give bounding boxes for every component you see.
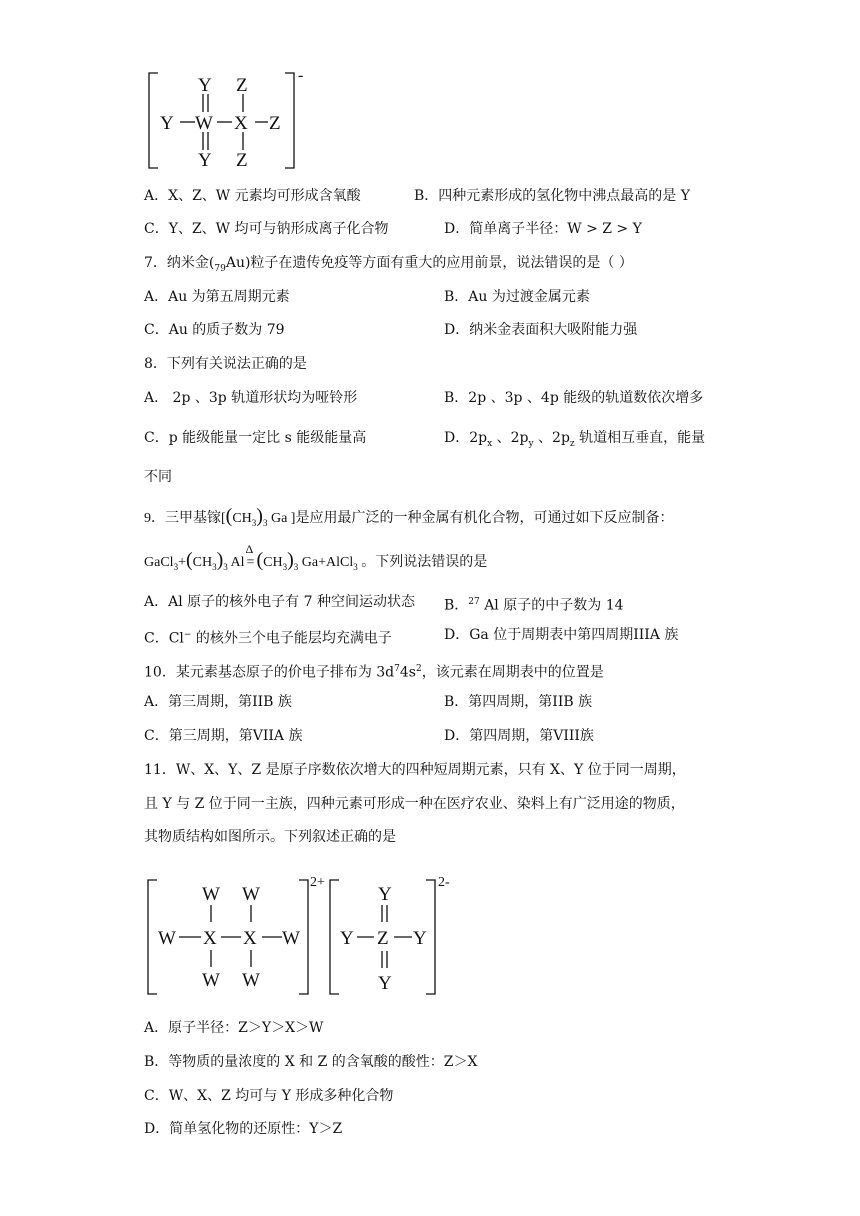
q9-option-c: C．Cl− 的核外三个电子能层均充满电子 (144, 630, 392, 647)
charge-label: - (298, 67, 304, 84)
structure-diagram-1 (0, 60, 860, 240)
q8-option-b: B．2p 、3p 、4p 能级的轨道数依次增多 (444, 390, 704, 406)
atom-z-bottom: Z (236, 150, 248, 171)
atom-z-right: Z (269, 113, 281, 134)
q9-option-a: A．Al 原子的核外电子有 7 种空间运动状态 (144, 594, 415, 610)
q8-option-a: A． 2p 、3p 轨道形状均为哑铃形 (144, 390, 358, 406)
q9-stem: 9．三甲基镓[$(CH_3)_3$ Ga ]是应用最广泛的一种金属有机化合物，可通过如下反应制备： (144, 505, 674, 528)
q9-option-d: D．Ga 位于周期表中第四周期IIIA 族 (444, 627, 679, 643)
q11-option-d: D．简单氢化物的还原性：Y＞Z (144, 1121, 343, 1137)
q8-option-d-continued: 不同 (144, 469, 172, 485)
q10-option-b: B．第四周期，第IIB 族 (444, 694, 593, 710)
anion-y-bottom: Y (378, 973, 392, 994)
cation-charge: 2+ (310, 875, 325, 890)
cation-w-left: W (158, 928, 176, 949)
anion-charge: 2- (438, 875, 450, 890)
atom-x: X (234, 113, 248, 134)
q6-option-a: A．X、Z、W 元素均可形成含氧酸 (144, 188, 361, 204)
q10-option-c: C．第三周期，第VIIA 族 (144, 728, 303, 744)
q8-stem: 8．下列有关说法正确的是 (144, 356, 307, 372)
cation-w-right: W (282, 928, 300, 949)
q7-option-b: B．Au 为过渡金属元素 (444, 289, 590, 305)
atom-z-top: Z (236, 75, 248, 96)
atom-w: W (195, 113, 213, 134)
atom-y-top: Y (198, 75, 212, 96)
q7-option-c: C．Au 的质子数为 79 (144, 322, 285, 338)
q9-option-b: B．$^{27}$ Al 原子的中子数为 14 (444, 597, 624, 614)
q7-stem: 7．纳米金$(_{79}Au)$粒子在遗传免疫等方面有重大的应用前景，说法错误的是（ ） (144, 255, 633, 274)
cation-w-top-2: W (242, 884, 260, 905)
cation-x-1: X (203, 928, 217, 949)
q7-option-a: A．Au 为第五周期元素 (144, 289, 290, 305)
q6-option-c: C．Y、Z、W 均可与钠形成离子化合物 (144, 221, 389, 237)
q11-stem-line1: 11．W、X、Y、Z 是原子序数依次增大的四种短周期元素，只有 X、Y 位于同一周期， (144, 762, 686, 778)
anion-y-top: Y (378, 884, 392, 905)
cation-w-bottom-1: W (202, 970, 220, 991)
anion-y-left: Y (340, 928, 354, 949)
q11-option-b: B．等物质的量浓度的 X 和 Z 的含氧酸的酸性：Z＞X (144, 1054, 478, 1070)
atom-y-left: Y (160, 113, 174, 134)
q8-option-c: C．p 能级能量一定比 s 能级能量高 (144, 430, 367, 446)
q10-option-d: D．第四周期，第VIII族 (444, 728, 594, 744)
atom-y-bottom: Y (198, 150, 212, 171)
cation-w-top-1: W (202, 884, 220, 905)
q11-stem-line2: 且 Y 与 Z 位于同一主族，四种元素可形成一种在医疗农业、染料上有广泛用途的物质， (144, 796, 685, 812)
cation-x-2: X (243, 928, 257, 949)
q11-option-a: A．原子半径：Z＞Y＞X＞W (144, 1020, 324, 1036)
anion-z: Z (377, 928, 389, 949)
q11-stem-line3: 其物质结构如图所示。下列叙述正确的是 (144, 829, 396, 845)
structure-diagram-2 (0, 870, 860, 1000)
q8-option-d: D．$2p_x$ 、$2p_y$ 、$2p_z$ 轨道相互垂直，能量 (444, 430, 706, 449)
anion-y-right: Y (413, 928, 427, 949)
q6-option-b: B．四种元素形成的氢化物中沸点最高的是 Y (414, 188, 690, 204)
q6-option-d: D．简单离子半径：W > Z > Y (444, 221, 642, 237)
q9-equation: $GaCl_3+(CH_3)_3$ Al = Δ $(CH_3)_3$ Ga+AlCl$_3$ 。下列说法错误的是 (144, 550, 487, 577)
q7-option-d: D．纳米金表面积大吸附能力强 (444, 322, 638, 338)
cation-w-bottom-2: W (242, 970, 260, 991)
q10-stem: 10．某元素基态原子的价电子排布为 $3d^74s^2$，该元素在周期表中的位置是 (144, 664, 604, 681)
q10-option-a: A．第三周期，第IIB 族 (144, 694, 292, 710)
heat-delta-symbol: Δ (245, 542, 254, 556)
q11-option-c: C．W、X、Z 均可与 Y 形成多种化合物 (144, 1088, 394, 1104)
